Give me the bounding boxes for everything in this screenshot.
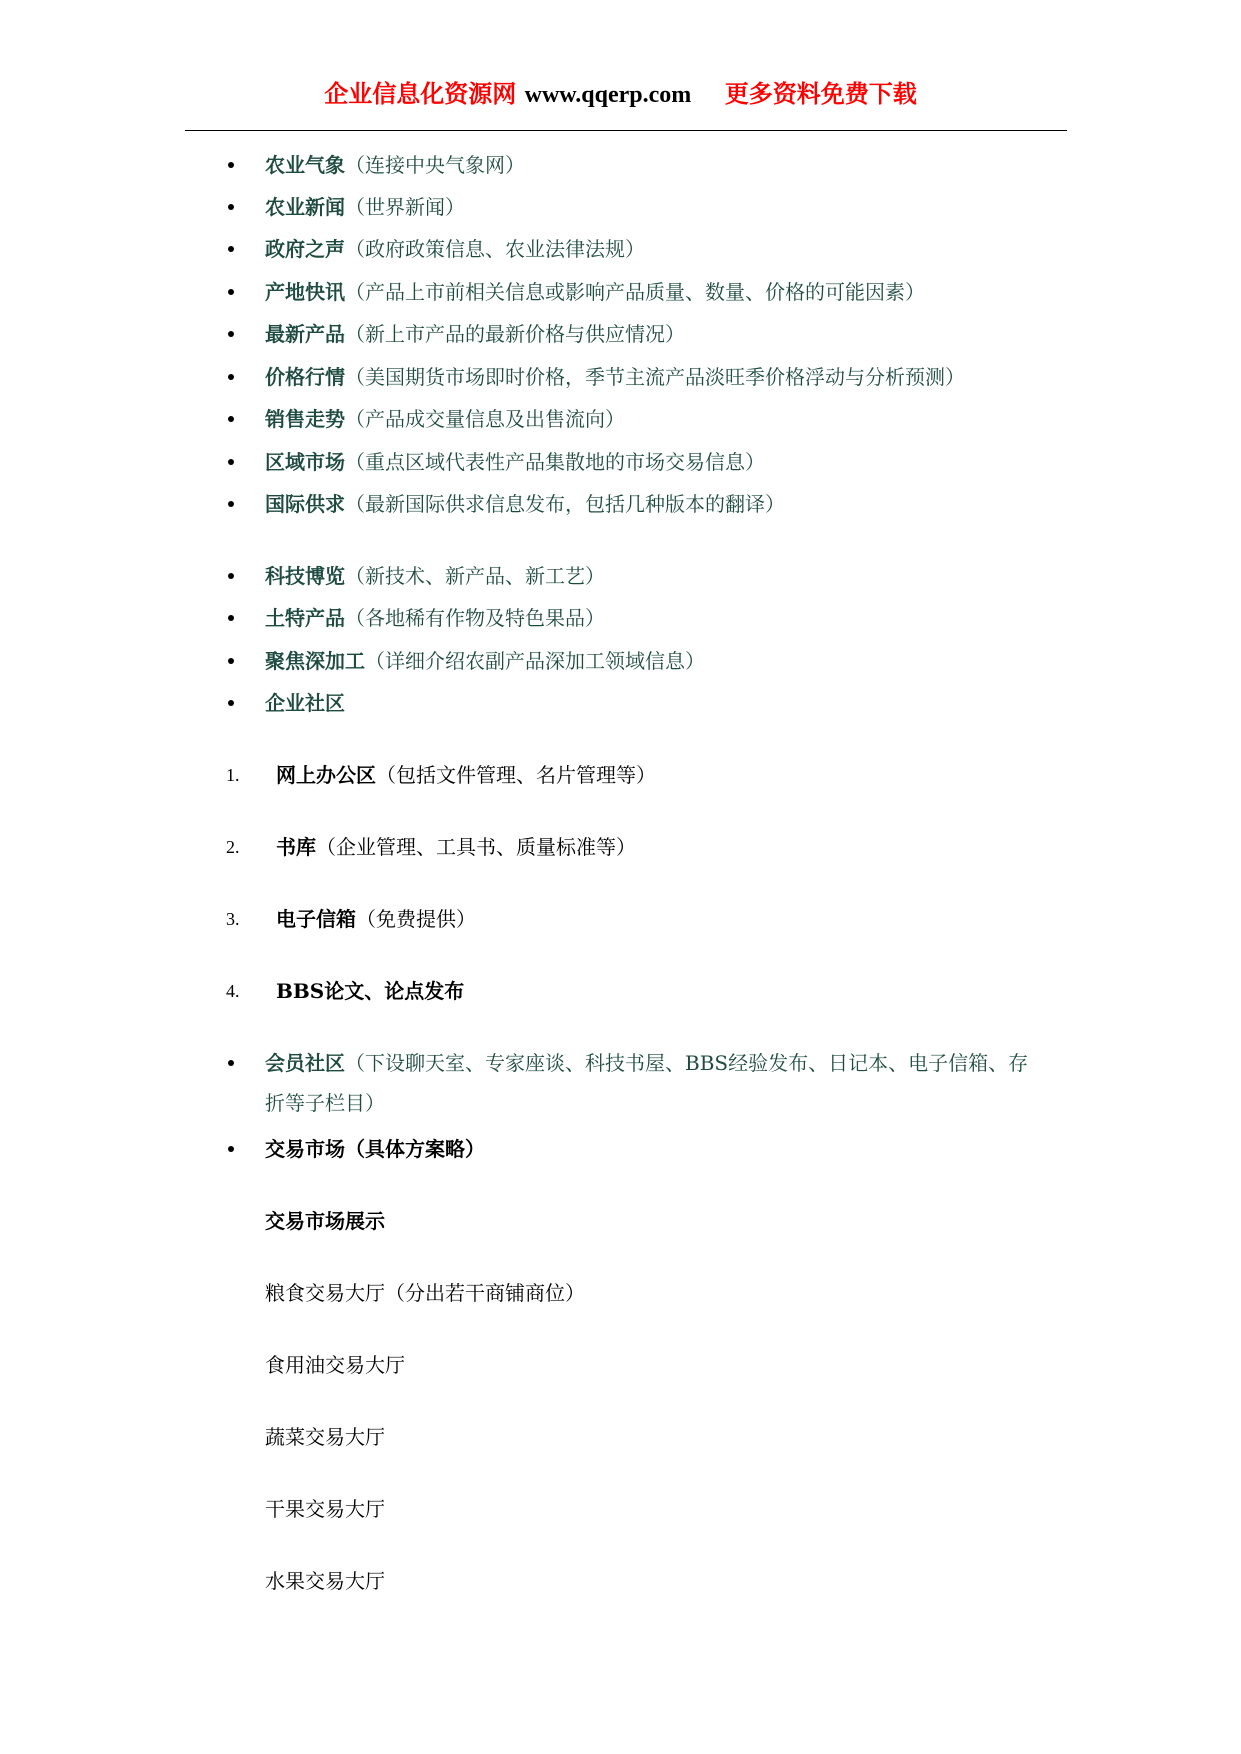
bullet-icon	[226, 645, 236, 677]
list-item: 科技博览（新技术、新产品、新工艺）	[265, 564, 605, 588]
hall-item: 粮食交易大厅（分出若干商铺商位）	[265, 1281, 585, 1305]
header-url[interactable]: www.qqerp.com	[524, 82, 692, 108]
list-item: 农业气象（连接中央气象网）	[265, 153, 525, 177]
list-number: 2.	[226, 837, 240, 857]
list-item: 最新产品（新上市产品的最新价格与供应情况）	[265, 322, 685, 346]
list-item: 销售走势（产品成交量信息及出售流向）	[265, 407, 625, 431]
bullet-icon	[226, 361, 236, 393]
numbered-item: 书库（企业管理、工具书、质量标准等）	[276, 835, 636, 859]
list-item: 企业社区	[265, 691, 345, 715]
bullet-icon	[226, 403, 236, 435]
list-item: 会员社区（下设聊天室、专家座谈、科技书屋、BBS经验发布、日记本、电子信箱、存折等子栏目）	[265, 1051, 1029, 1115]
header-divider	[185, 130, 1067, 131]
list-number: 3.	[226, 909, 240, 929]
section-title: 交易市场展示	[265, 1209, 385, 1233]
bullet-icon	[226, 602, 236, 634]
list-item: 土特产品（各地稀有作物及特色果品）	[265, 606, 605, 630]
header-slogan: 更多资料免费下载	[724, 79, 917, 108]
numbered-item: 网上办公区（包括文件管理、名片管理等）	[276, 763, 656, 787]
hall-item: 水果交易大厅	[265, 1569, 385, 1593]
list-number: 1.	[226, 765, 240, 785]
bullet-icon	[226, 687, 236, 719]
list-item: 产地快讯（产品上市前相关信息或影响产品质量、数量、价格的可能因素）	[265, 280, 925, 304]
bullet-icon	[226, 488, 236, 520]
bullet-icon	[226, 149, 236, 181]
hall-item: 食用油交易大厅	[265, 1353, 405, 1377]
bullet-icon	[226, 191, 236, 223]
list-item: 农业新闻（世界新闻）	[265, 195, 465, 219]
header-site-name: 企业信息化资源网	[324, 79, 517, 108]
page-header	[0, 74, 1241, 109]
numbered-item: 电子信箱（免费提供）	[276, 907, 476, 931]
list-item: 国际供求（最新国际供求信息发布，包括几种版本的翻译）	[265, 492, 785, 516]
list-item: 交易市场（具体方案略）	[265, 1137, 485, 1161]
bullet-icon	[226, 1047, 236, 1079]
list-item: 聚焦深加工（详细介绍农副产品深加工领域信息）	[265, 649, 705, 673]
list-item: 区域市场（重点区域代表性产品集散地的市场交易信息）	[265, 450, 765, 474]
bullet-icon	[226, 1133, 236, 1165]
bullet-icon	[226, 560, 236, 592]
list-item: 价格行情（美国期货市场即时价格，季节主流产品淡旺季价格浮动与分析预测）	[265, 365, 965, 389]
hall-item: 干果交易大厅	[265, 1497, 385, 1521]
hall-item: 蔬菜交易大厅	[265, 1425, 385, 1449]
bullet-icon	[226, 446, 236, 478]
numbered-item: BBS论文、论点发布	[276, 979, 465, 1003]
bullet-icon	[226, 318, 236, 350]
bullet-icon	[226, 276, 236, 308]
list-item: 政府之声（政府政策信息、农业法律法规）	[265, 237, 645, 261]
bullet-icon	[226, 233, 236, 265]
list-number: 4.	[226, 981, 240, 1001]
